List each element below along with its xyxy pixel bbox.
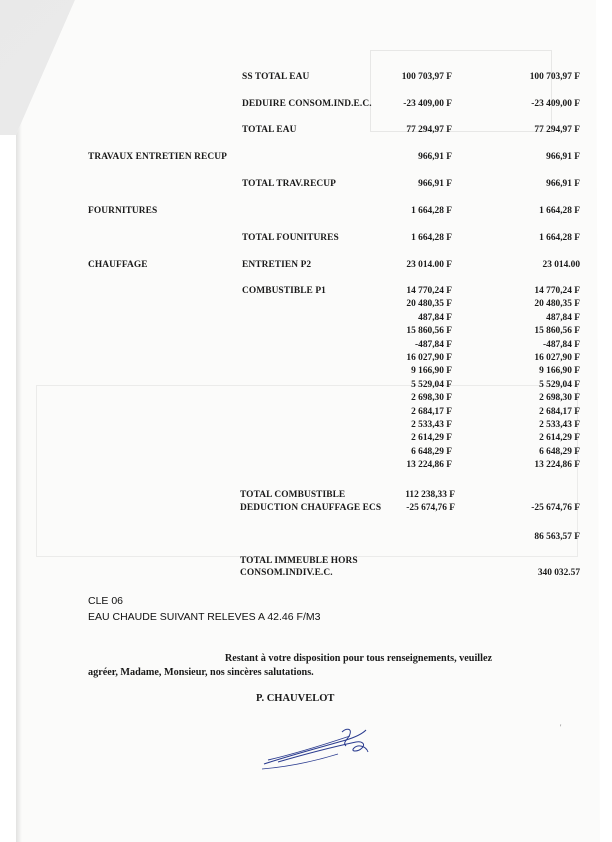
subtotal-value: 86 563,57 F [534,532,580,542]
total-eau-label: TOTAL EAU [242,125,297,135]
travaux-label: TRAVAUX ENTRETIEN RECUP [88,152,227,162]
combustible-line-value-2: 20 480,35 F [534,299,580,310]
deduire-value-2: -23 409,00 F [531,99,580,109]
combustible-line-value-1: 15 860,56 F [406,326,452,337]
fournitures-value-2: 1 664,28 F [539,206,580,216]
combustible-line-value-1: 16 027,90 F [406,353,452,363]
ss-total-eau-value-1: 100 703,97 F [401,72,452,82]
combustible-line-value-2: 2 533,43 F [539,420,580,430]
combustible-line-value-1: 2 533,43 F [411,420,452,430]
combustible-line-value-2: 2 698,30 F [539,393,580,404]
total-immeuble-label-line-1: TOTAL IMMEUBLE HORS [240,556,358,566]
deduire-label: DEDUIRE CONSOM.IND.E.C. [242,99,372,109]
chauffage-label: CHAUFFAGE [88,260,148,270]
combustible-line-value-2: 487,84 F [546,312,580,323]
combustible-line-value-1: 13 224,86 F [406,460,452,471]
combustible-line-value-2: 2 614,29 F [539,433,580,444]
combustible-line-value-1: -487,84 F [415,339,452,350]
deduire-value-1: -23 409,00 F [403,99,452,109]
margin-mark: ' [560,723,562,732]
total-trav-value-1: 966,91 F [418,179,452,189]
combustible-line-value-1: 9 166,90 F [411,366,452,377]
combustible-line-value-1: 20 480,35 F [406,299,452,310]
combustible-line-value-1: 14 770,24 F [406,286,452,296]
combustible-line-value-1: 2 684,17 F [411,406,452,417]
combustible-line-value-2: 16 027,90 F [534,353,580,363]
total-eau-value-2: 77 294,97 F [534,125,580,135]
combustible-line-value-1: 2 614,29 F [411,433,452,444]
combustible-line-value-2: 2 684,17 F [539,406,580,417]
entretien-p2-label: ENTRETIEN P2 [242,260,312,270]
deduction-value-2: -25 674,76 F [531,503,580,513]
combustible-line-value-2: 15 860,56 F [534,326,580,337]
combustible-line-value-1: 2 698,30 F [411,393,452,404]
fournitures-label: FOURNITURES [88,206,158,216]
combustible-line-value-2: 6 648,29 F [539,446,580,457]
closing-line-1: Restant à votre disposition pour tous renseignements, veuillez [224,653,492,664]
fournitures-value-1: 1 664,28 F [411,206,452,216]
combustible-line-value-2: 14 770,24 F [534,286,580,296]
total-combustible-label: TOTAL COMBUSTIBLE [240,490,346,500]
ss-total-eau-label: SS TOTAL EAU [242,72,310,82]
deduction-label: DEDUCTION CHAUFFAGE ECS [240,503,382,513]
travaux-value-1: 966,91 F [418,152,452,162]
closing-line-2: agréer, Madame, Monsieur, nos sincères salutations. [88,667,314,678]
total-eau-value-1: 77 294,97 F [406,125,452,135]
combustible-line-value-2: 13 224,86 F [534,460,580,471]
combustible-line-value-1: 6 648,29 F [411,446,452,457]
handwritten-signature [258,722,378,772]
combustible-line-value-1: 5 529,04 F [411,379,452,390]
total-fournitures-label: TOTAL FOUNITURES [242,233,339,243]
total-fournitures-value-2: 1 664,28 F [539,233,580,243]
travaux-value-2: 966,91 F [546,152,580,162]
total-fournitures-value-1: 1 664,28 F [411,233,452,243]
combustible-line-value-2: -487,84 F [543,339,580,350]
combustible-line-value-1: 487,84 F [418,312,452,323]
total-combustible-value: 112 238,33 F [405,490,455,500]
entretien-p2-value-1: 23 014.00 F [406,260,452,270]
cle-description: EAU CHAUDE SUIVANT RELEVES A 42.46 F/M3 [88,611,321,623]
total-trav-value-2: 966,91 F [546,179,580,189]
cle-code: CLE 06 [88,595,124,607]
total-immeuble-label-line-2: CONSOM.INDIV.E.C. [240,568,333,578]
show-through-block [370,50,552,132]
deduction-value-1: -25 674,76 F [406,503,455,513]
combustible-line-value-2: 9 166,90 F [539,366,580,377]
total-trav-label: TOTAL TRAV.RECUP [242,179,336,189]
signatory-name: P. CHAUVELOT [256,693,335,704]
combustible-p1-label: COMBUSTIBLE P1 [242,286,326,296]
total-immeuble-value: 340 032.57 [537,568,580,578]
ss-total-eau-value-2: 100 703,97 F [529,72,580,82]
entretien-p2-value-2: 23 014.00 [542,260,580,270]
combustible-line-value-2: 5 529,04 F [539,379,580,390]
